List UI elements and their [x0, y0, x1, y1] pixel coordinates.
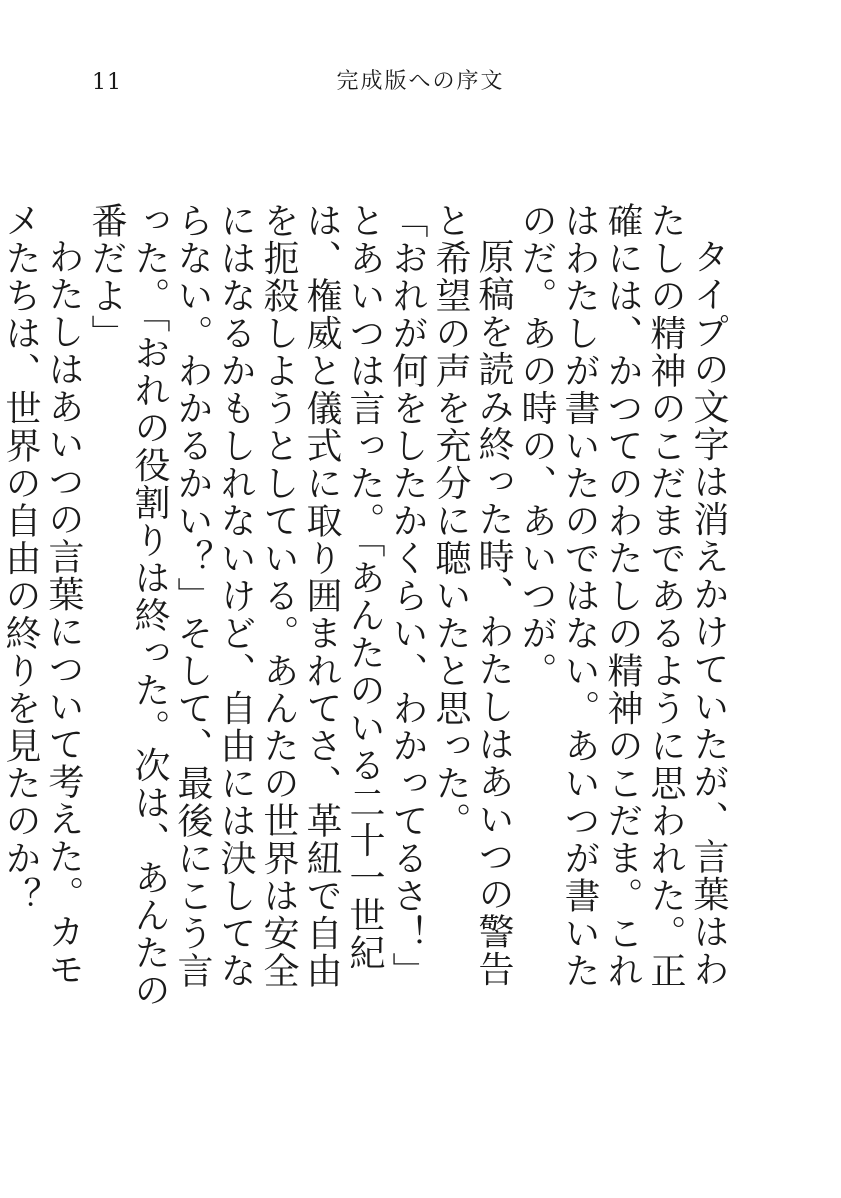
paragraph-4: わたしはあいつの言葉について考えた。カモメたちは、世界の自由の終りを見たのか？ — [0, 202, 84, 988]
running-title: 完成版への序文 — [336, 69, 505, 94]
page-number: 11 — [92, 70, 122, 95]
paragraph-1: タイプの文字は消えかけていたが、言葉はわたしの精神のこだまであるように思われた。正確には、かつてのわたしの精神のこだま。これはわたしが書いたのではない。あいつが書いたのだ。あの時の、あいつが。 — [516, 202, 729, 990]
paragraph-3-dialogue: 「おれが何をしたかくらい、わかってるさ！」とあいつは言った。「あんたのいる二十一世紀は、権威と儀式に取り囲まれてさ、革紐で自由を扼殺しようとしている。あんたの世界は安全にはなるかもしれないけど、自由には決してならない。わかるかい？」そして、最後にこう言った。「おれの役割りは終った。次は、あんたの番だよ」 — [86, 202, 428, 1009]
paragraph-2: 原稿を読み終った時、わたしはあいつの警告と希望の声を充分に聴いたと思った。 — [430, 202, 514, 988]
vertical-text-body — [0, 202, 730, 1022]
